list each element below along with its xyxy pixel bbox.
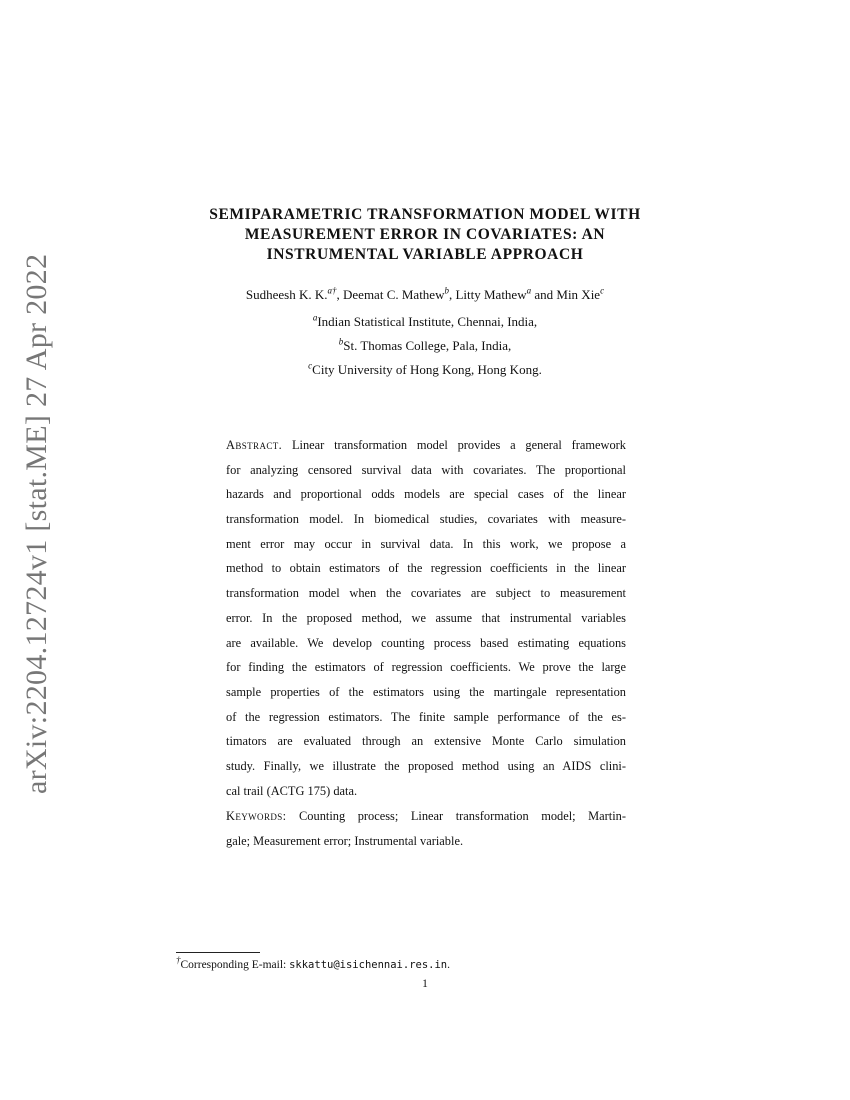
abstract-line: sample properties of the estimators using the martingale representation — [226, 684, 626, 699]
author-separator: , — [336, 287, 344, 302]
author-separator: and — [531, 287, 557, 302]
abstract-line: timators are evaluated through an extensive Monte Carlo simulation — [226, 734, 626, 749]
affiliation-text: City University of Hong Kong, Hong Kong. — [312, 362, 542, 377]
affiliation-mark: b — [338, 336, 344, 347]
affiliation-mark: c — [308, 360, 313, 371]
footnote-mark: † — [176, 955, 181, 966]
keywords-line: gale; Measurement error; Instrumental variable. — [226, 833, 464, 848]
abstract-text: Linear transformation model provides a general framework — [291, 438, 626, 452]
abstract-line: cal trail (ACTG 175) data. — [226, 783, 358, 798]
abstract-heading: Abstract. — [226, 438, 283, 452]
author-affiliation-mark: a† — [327, 285, 337, 296]
affiliation — [140, 338, 710, 354]
keywords-heading: Keywords: — [226, 809, 287, 823]
affiliation — [140, 362, 710, 378]
title-line: SEMIPARAMETRIC TRANSFORMATION MODEL WITH — [209, 206, 641, 223]
footnote — [176, 957, 450, 973]
abstract-line: for finding the estimators of regression coefficients. We prove the large — [226, 660, 626, 675]
affiliation-mark: a — [312, 312, 318, 323]
author-affiliation-mark: b — [444, 285, 449, 296]
arxiv-identifier-stamp: arXiv:2204.12724v1 [stat.ME] 27 Apr 2022 — [20, 253, 53, 794]
paper-title — [140, 205, 710, 265]
affiliation-text: St. Thomas College, Pala, India, — [343, 338, 512, 353]
abstract-line: transformation model. In biomedical studies, covariates with measure- — [226, 512, 626, 527]
footnote-tail: . — [447, 959, 451, 971]
abstract-line: for analyzing censored survival data with covariates. The proportional — [226, 462, 626, 477]
abstract-line: transformation model when the covariates are subject to measurement — [226, 586, 626, 601]
author-affiliation-mark: c — [600, 285, 605, 296]
abstract — [226, 433, 626, 803]
author-affiliation-mark: a — [526, 285, 532, 296]
affiliation — [140, 314, 710, 330]
affiliation-text: Indian Statistical Institute, Chennai, India, — [317, 314, 538, 329]
corresponding-email: skkattu@isichennai.res.in — [289, 959, 448, 971]
keywords — [226, 804, 626, 853]
author-separator: , — [448, 287, 456, 302]
page-number: 1 — [422, 978, 428, 990]
abstract-line: hazards and proportional odds models are special cases of the linear — [226, 487, 626, 502]
keywords-text: Counting process; Linear transformation model; Martin- — [299, 809, 626, 823]
abstract-line: ment error may occur in survival data. In this work, we propose a — [226, 536, 626, 551]
keywords-line — [226, 804, 626, 829]
title-line: INSTRUMENTAL VARIABLE APPROACH — [266, 246, 584, 263]
abstract-line — [226, 433, 626, 458]
abstract-line: are available. We develop counting process based estimating equations — [226, 635, 626, 650]
abstract-line: error. In the proposed method, we assume that instrumental variables — [226, 610, 626, 625]
author-name: Deemat C. Mathew — [343, 287, 445, 302]
abstract-line: of the regression estimators. The finite sample performance of the es- — [226, 709, 626, 724]
title-line: MEASUREMENT ERROR IN COVARIATES: AN — [244, 226, 606, 243]
footnote-rule — [176, 952, 260, 953]
author-name: Sudheesh K. K. — [245, 287, 328, 302]
author-list — [140, 287, 710, 303]
author-name: Min Xie — [556, 287, 601, 302]
abstract-line: method to obtain estimators of the regression coefficients in the linear — [226, 561, 626, 576]
abstract-line: study. Finally, we illustrate the proposed method using an AIDS clini- — [226, 758, 626, 773]
author-name: Litty Mathew — [455, 287, 527, 302]
footnote-label: Corresponding E-mail: — [180, 959, 290, 971]
